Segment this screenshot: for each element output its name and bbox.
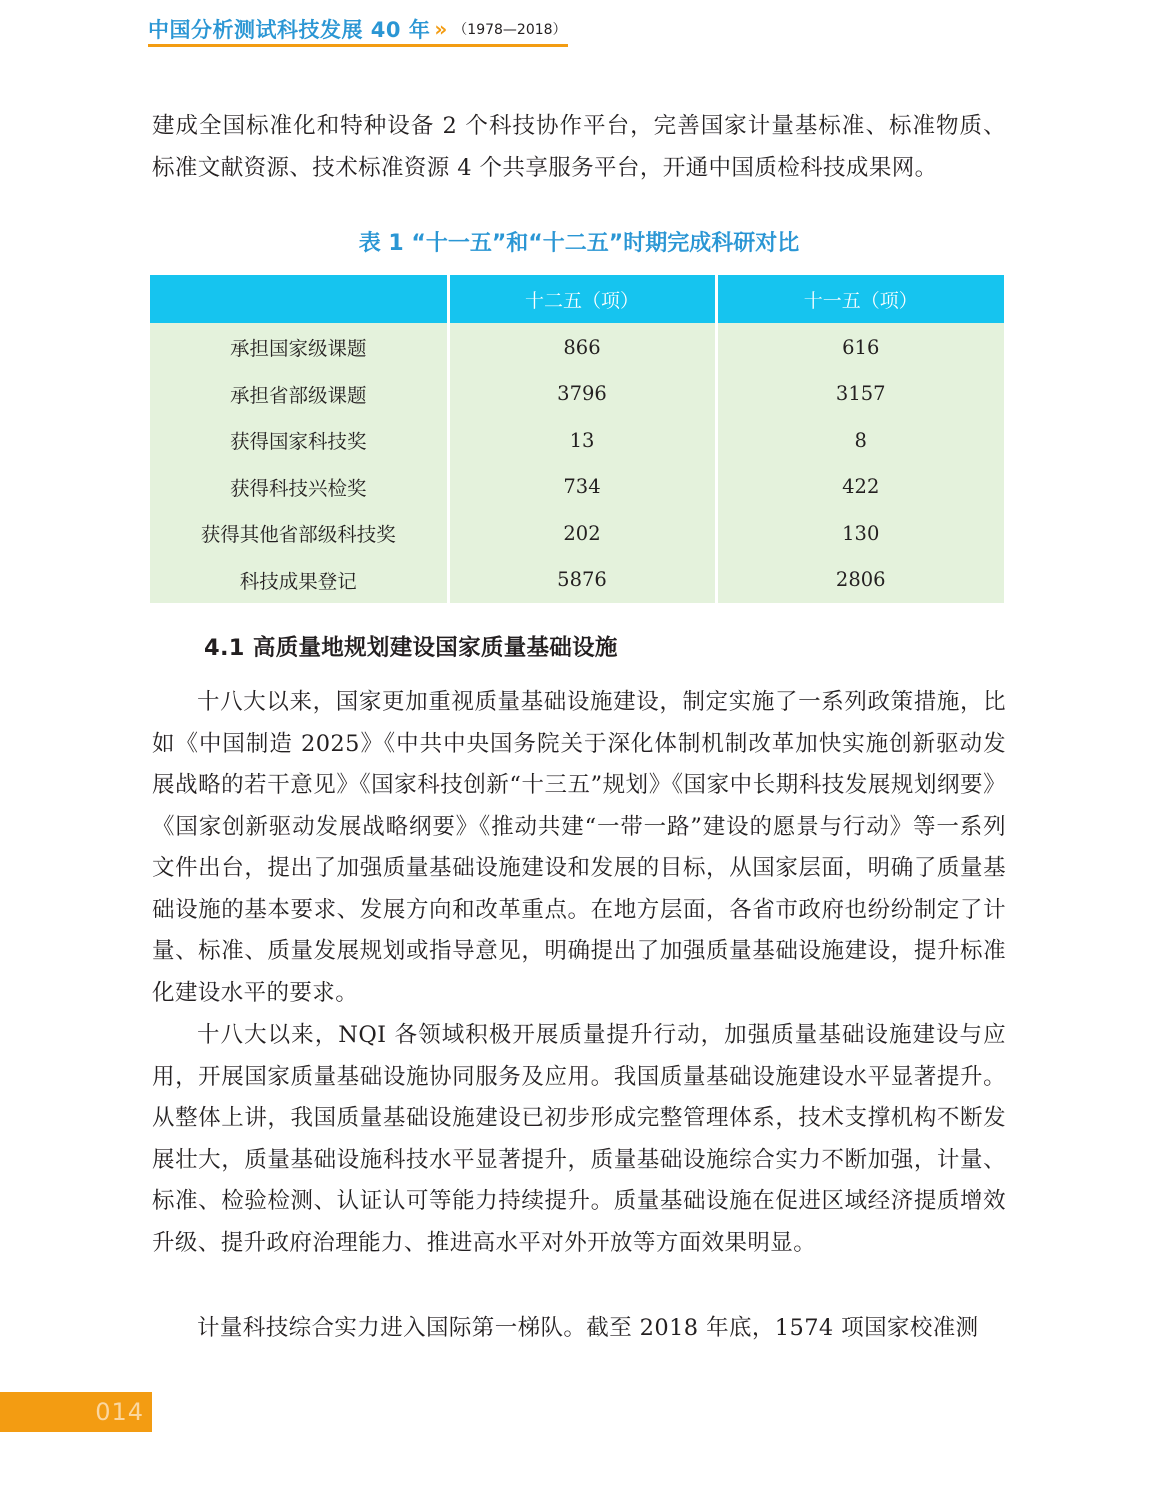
value-12th: 866: [448, 323, 716, 371]
book-years: （1978—2018）: [453, 22, 567, 38]
table-row: [150, 464, 1004, 511]
value-11th: 3157: [716, 371, 1004, 418]
table-row: [150, 417, 1004, 464]
header-cell-blank: [150, 275, 448, 323]
value-11th: 616: [716, 323, 1004, 371]
value-12th: 202: [448, 510, 716, 557]
body-paragraph-1: 十八大以来，国家更加重视质量基础设施建设，制定实施了一系列政策措施，比如《中国制造 2025》《中共中央国务院关于深化体制机制改革加快实施创新驱动发展战略的若干意见》《国家科技创新“十三五”规划》《国家中长期科技发展规划纲要》《国家创新驱动发展战略纲要》《推动共建“一带一路”建设的愿景与行动》等一系列文件出台，提出了加强质量基础设施建设和发展的目标，从国家层面，明确了质量基础设施的基本要求、发展方向和改革重点。在地方层面，各省市政府也纷纷制定了计量、标准、质量发展规划或指导意见，明确提出了加强质量基础设施建设，提升标准化建设水平的要求。: [152, 689, 1006, 1006]
row-label: 获得其他省部级科技奖: [150, 510, 448, 557]
comparison-table: [150, 275, 1004, 603]
row-label: 获得科技兴检奖: [150, 464, 448, 511]
value-12th: 3796: [448, 371, 716, 418]
header-cell-12th: 十二五（项）: [448, 275, 716, 323]
row-label: 承担国家级课题: [150, 323, 448, 371]
table-title: 表 1 “十一五”和“十二五”时期完成科研对比: [358, 231, 800, 256]
header-underline: [148, 44, 568, 47]
table-row: [150, 510, 1004, 557]
section-heading: 4.1 高质量地规划建设国家质量基础设施: [204, 635, 618, 661]
body-paragraph-2: 十八大以来，NQI 各领域积极开展质量提升行动，加强质量基础设施建设与应用，开展国家质量基础设施协同服务及应用。我国质量基础设施建设水平显著提升。从整体上讲，我国质量基础设施建设已初步形成完整管理体系，技术支撑机构不断发展壮大，质量基础设施科技水平显著提升，质量基础设施综合实力不断加强，计量、标准、检验检测、认证认可等能力持续提升。质量基础设施在促进区域经济提质增效升级、提升政府治理能力、推进高水平对外开放等方面效果明显。: [152, 1022, 1006, 1256]
value-11th: 130: [716, 510, 1004, 557]
value-12th: 734: [448, 464, 716, 511]
value-11th: 2806: [716, 557, 1004, 604]
double-chevron-icon: »: [434, 17, 448, 41]
header-cell-11th: 十一五（项）: [716, 275, 1004, 323]
page-number: 014: [0, 1392, 152, 1432]
running-header: [148, 12, 567, 46]
table-row: [150, 323, 1004, 371]
body-paragraph-3: 计量科技综合实力进入国际第一梯队。截至 2018 年底，1574 项国家校准测: [197, 1315, 979, 1341]
row-label: 获得国家科技奖: [150, 417, 448, 464]
value-11th: 422: [716, 464, 1004, 511]
value-12th: 5876: [448, 557, 716, 604]
table-header-row: [150, 275, 1004, 323]
table-row: [150, 557, 1004, 604]
row-label: 科技成果登记: [150, 557, 448, 604]
table-row: [150, 371, 1004, 418]
value-11th: 8: [716, 417, 1004, 464]
book-title: 中国分析测试科技发展 40 年: [148, 18, 431, 42]
intro-paragraph: 建成全国标准化和特种设备 2 个科技协作平台，完善国家计量基标准、标准物质、标准文献资源、技术标准资源 4 个共享服务平台，开通中国质检科技成果网。: [152, 113, 1006, 181]
value-12th: 13: [448, 417, 716, 464]
row-label: 承担省部级课题: [150, 371, 448, 418]
